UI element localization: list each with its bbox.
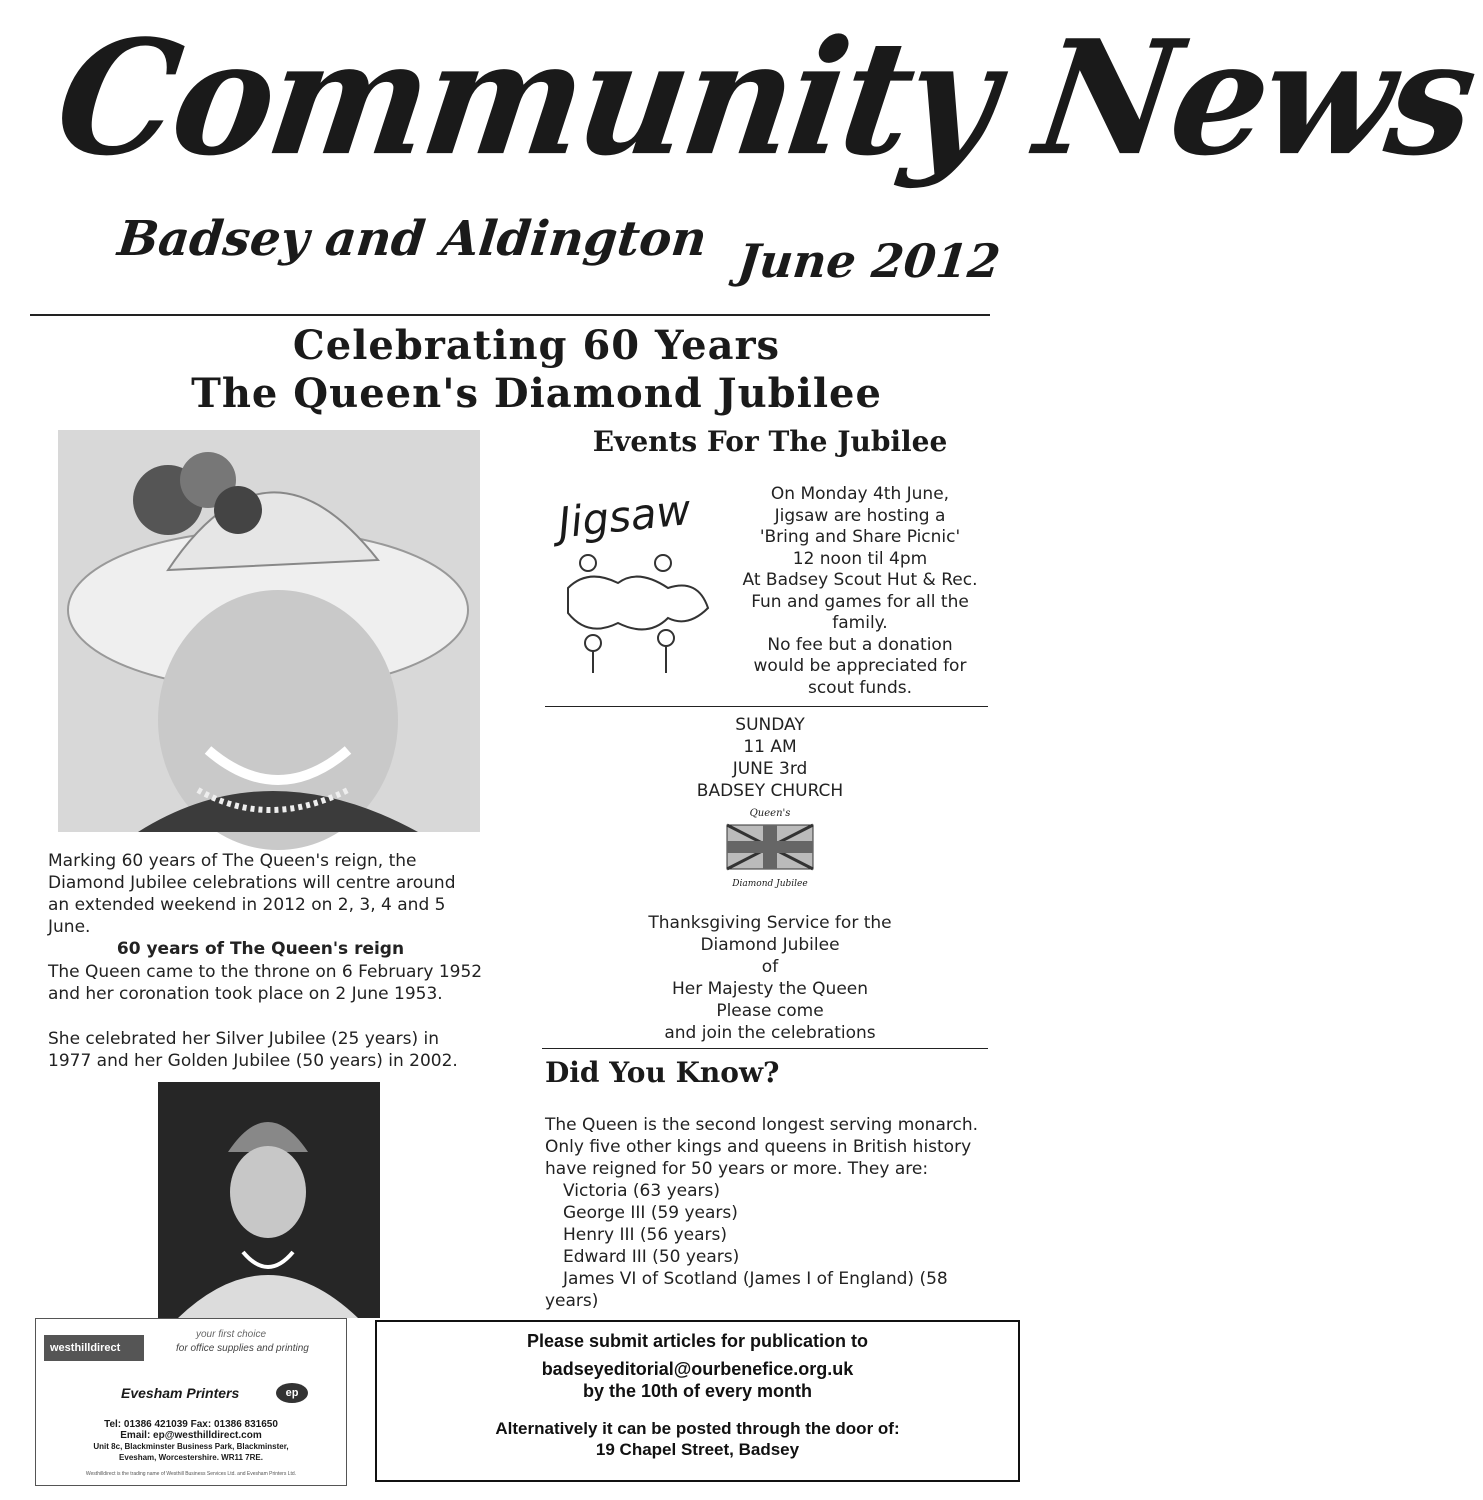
masthead-date: June 2012 xyxy=(735,234,1003,288)
headline-line1: Celebrating 60 Years xyxy=(292,322,781,369)
service-time xyxy=(620,714,920,802)
monarch-item: George III (59 years) xyxy=(563,1203,738,1223)
service-desc-line: of xyxy=(761,957,779,977)
article-para2: She celebrated her Silver Jubilee (25 years) in 1977 and her Golden Jubilee (50 years) in 2002. xyxy=(48,1029,458,1071)
events-divider xyxy=(545,706,988,707)
coronation-illustration xyxy=(158,1082,380,1318)
submit-alternative: Alternatively it can be posted through the door of: xyxy=(495,1419,900,1438)
service-desc-line: Please come xyxy=(716,1001,824,1021)
masthead-subtitle: Badsey and Aldington xyxy=(115,211,710,267)
queen-portrait-photo xyxy=(58,430,480,832)
advert-contact xyxy=(36,1419,346,1463)
picnic-line: 'Bring and Share Picnic' xyxy=(759,527,961,547)
jubilee-emblem xyxy=(715,808,825,904)
did-you-know-intro: The Queen is the second longest serving monarch. Only five other kings and queens in British history have reigned for 50 years or more. They are: xyxy=(545,1115,979,1179)
submit-address: 19 Chapel Street, Badsey xyxy=(595,1440,800,1459)
advert-footer: Westhilldirect is the trading name of Westhill Business Services Ltd. and Evesham Printers Ltd. xyxy=(85,1471,297,1477)
jubilee-emblem-top: Queen's xyxy=(749,808,791,819)
ep-badge-icon: ep xyxy=(276,1383,308,1403)
picnic-line: family. xyxy=(832,613,888,633)
picnic-announcement xyxy=(735,484,985,699)
picnic-line: scout funds. xyxy=(807,677,913,698)
advert-contact-line: Evesham, Worcestershire. WR11 7RE. xyxy=(119,1453,263,1462)
masthead-rule xyxy=(30,314,990,316)
jigsaw-logo-text: Jigsaw xyxy=(555,484,693,548)
headline-line2: The Queen's Diamond Jubilee xyxy=(191,370,882,417)
submit-deadline: by the 10th of every month xyxy=(582,1381,813,1401)
picnic-line: No fee but a donation xyxy=(767,634,953,655)
picnic-line: On Monday 4th June, xyxy=(770,484,950,504)
article-intro: Marking 60 years of The Queen's reign, the Diamond Jubilee celebrations will centre around an extended weekend in 2012 on 2, 3, 4 and 5 June. xyxy=(48,851,456,937)
picnic-line: 12 noon til 4pm xyxy=(792,548,928,569)
monarch-item: James VI of Scotland (James I of England) (58 xyxy=(563,1269,948,1289)
coronation-photo xyxy=(158,1082,380,1318)
advert-tagline1: your first choice xyxy=(196,1329,267,1340)
advert-contact-line: Unit 8c, Blackminster Business Park, Blackminster, xyxy=(93,1442,289,1451)
advert-tagline2: for office supplies and printing xyxy=(176,1343,309,1354)
picnic-line: Fun and games for all the xyxy=(751,591,969,612)
advert-contact-line: Email: ep@westhilldirect.com xyxy=(120,1430,262,1441)
picnic-line: Jigsaw are hosting a xyxy=(774,505,946,526)
did-you-know-heading: Did You Know? xyxy=(545,1056,780,1089)
service-desc-line: Her Majesty the Queen xyxy=(671,979,869,999)
monarch-item: Victoria (63 years) xyxy=(563,1181,721,1201)
submit-line1: Please submit articles for publication to xyxy=(526,1331,869,1351)
service-line: BADSEY CHURCH xyxy=(696,781,844,801)
jigsaw-figures-icon xyxy=(548,548,718,678)
service-description xyxy=(600,912,940,1044)
service-line: SUNDAY xyxy=(735,715,805,735)
masthead-title: Community News xyxy=(46,6,1483,191)
picnic-line: At Badsey Scout Hut & Rec. xyxy=(742,570,978,590)
submit-email: badseyeditorial@ourbenefice.org.uk xyxy=(541,1359,854,1379)
advert-contact-line: Tel: 01386 421039 Fax: 01386 831650 xyxy=(104,1419,278,1430)
monarch-item: Henry III (56 years) xyxy=(563,1225,727,1245)
service-desc-line: Thanksgiving Service for the xyxy=(648,913,892,933)
jubilee-emblem-bottom: Diamond Jubilee xyxy=(732,879,808,889)
service-line: 11 AM xyxy=(743,737,797,757)
service-desc-line: and join the celebrations xyxy=(664,1023,876,1043)
jigsaw-logo xyxy=(548,484,723,690)
queen-portrait-illustration xyxy=(58,430,480,832)
picnic-line: would be appreciated for xyxy=(753,656,967,676)
service-desc-line: Diamond Jubilee xyxy=(700,935,840,955)
service-line: JUNE 3rd xyxy=(732,759,808,779)
westhill-brand: westhilldirect xyxy=(44,1335,144,1361)
article-subheading: 60 years of The Queen's reign xyxy=(116,939,405,959)
evesham-printers-advert xyxy=(35,1318,347,1486)
advert-name: Evesham Printers xyxy=(121,1385,240,1401)
monarch-list xyxy=(563,1180,988,1290)
submission-box xyxy=(375,1320,1020,1482)
article-para1: The Queen came to the throne on 6 February 1952 and her coronation took place on 2 June 1953. xyxy=(48,962,483,1004)
monarch-item: Edward III (50 years) xyxy=(563,1247,740,1267)
union-flag-icon xyxy=(715,819,825,875)
events-heading: Events For The Jubilee xyxy=(592,425,948,458)
did-you-know-divider xyxy=(542,1048,988,1049)
monarch-item-wrap: years) xyxy=(545,1291,599,1311)
